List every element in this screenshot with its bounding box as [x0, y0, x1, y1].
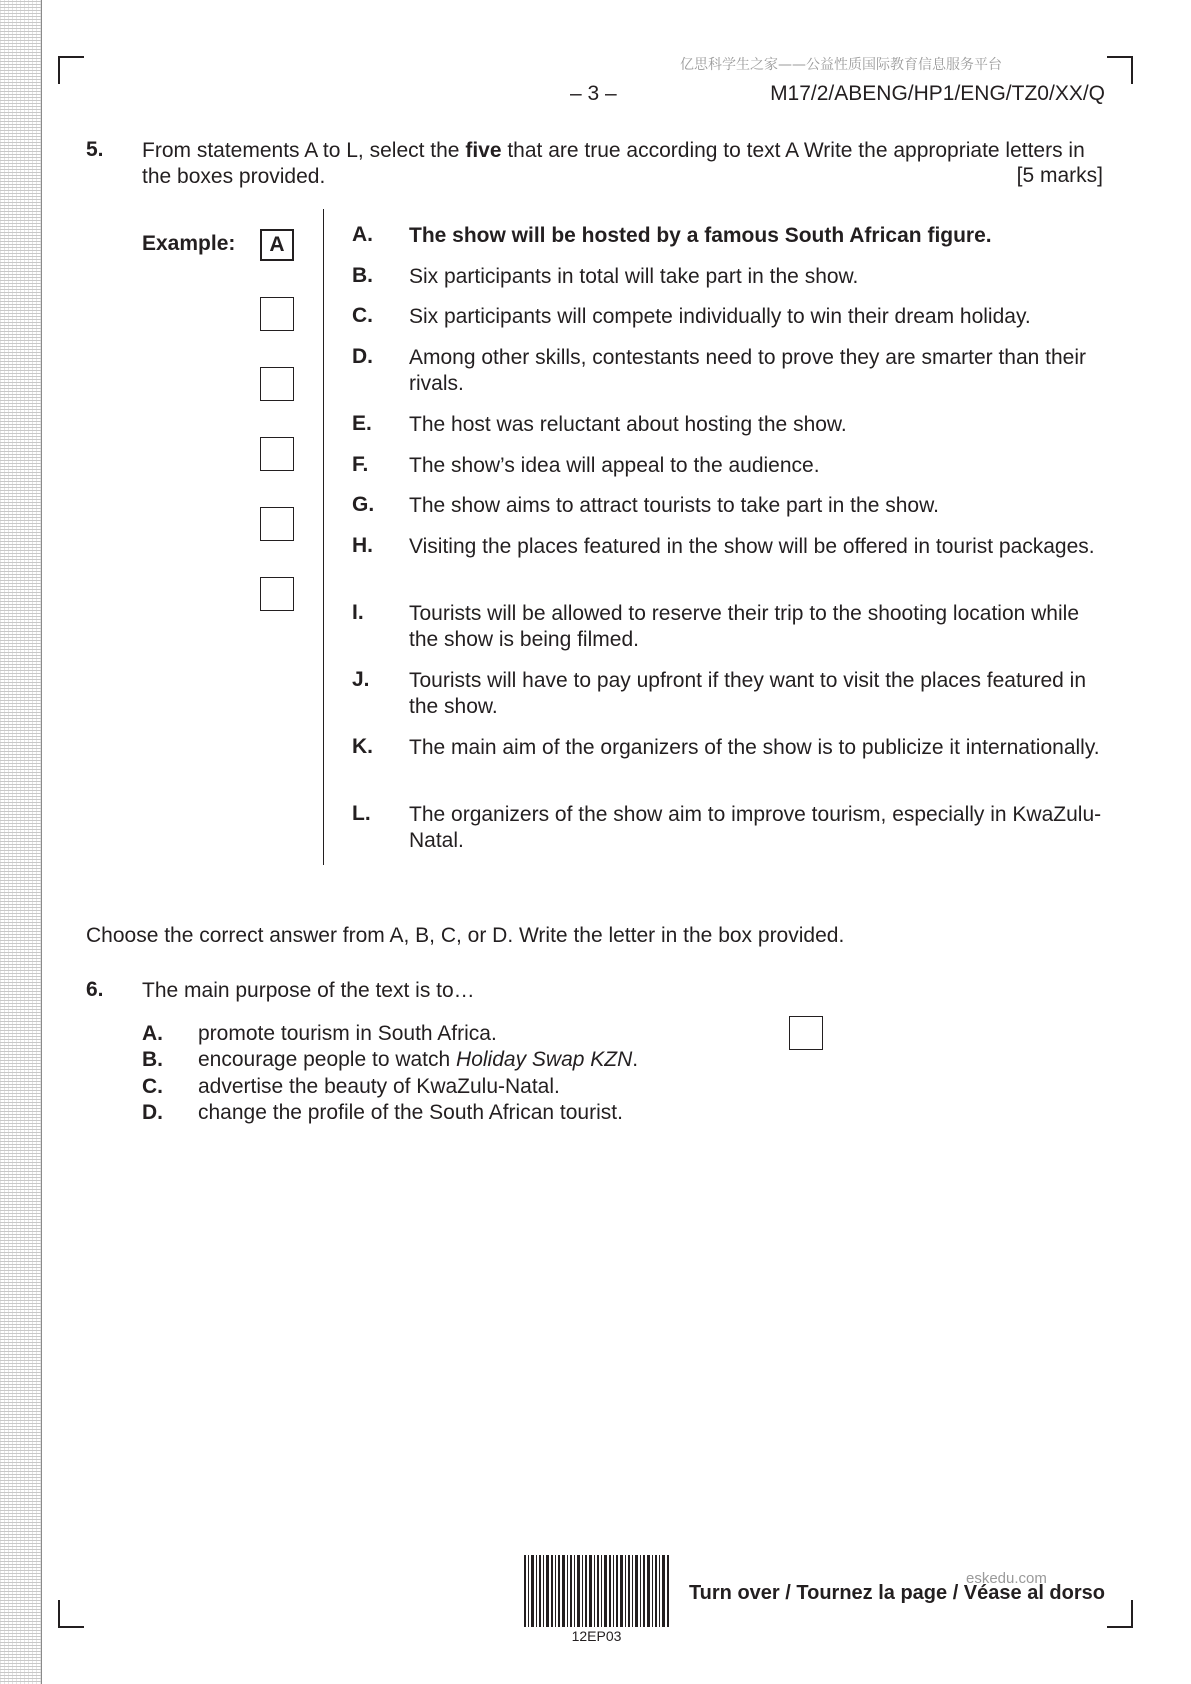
option-text: advertise the beauty of KwaZulu-Natal. — [198, 1075, 560, 1098]
statement-letter: G. — [352, 493, 375, 516]
statement-letter: D. — [352, 345, 373, 368]
instruction-bold: five — [465, 139, 502, 162]
statement-letter: I. — [352, 601, 364, 624]
statement-letter: E. — [352, 412, 372, 435]
statement-text: The show’s idea will appeal to the audience. — [409, 454, 820, 477]
option-letter: A. — [142, 1022, 163, 1045]
statement-text: The host was reluctant about hosting the show. — [409, 413, 847, 436]
page-number: – 3 – — [570, 82, 617, 105]
example-answer-box: A — [260, 229, 294, 261]
statement-text: Tourists will have to pay upfront if they want to visit the places featured in the show. — [409, 669, 1087, 718]
crop-mark-top-left — [58, 56, 84, 84]
statement-text: Six participants will compete individually to win their dream holiday. — [409, 305, 1031, 328]
statement-text: The organizers of the show aim to improve tourism, especially in KwaZulu-Natal. — [409, 803, 1102, 852]
instruction-part: that are true according to text A Write the appropriate letters in the boxes provided. — [142, 139, 1085, 188]
question-5-marks: [5 marks] — [1016, 164, 1103, 187]
statement-text: The main aim of the organizers of the show is to publicize it internationally. — [409, 736, 1100, 759]
instruction-part: From statements A to L, select the — [142, 139, 466, 162]
statement-letter: A. — [352, 223, 373, 246]
example-label: Example: — [142, 232, 236, 255]
answer-box-4[interactable] — [260, 507, 294, 541]
binding-edge — [0, 0, 42, 1684]
crop-mark-top-right — [1107, 56, 1133, 84]
barcode-label: 12EP03 — [571, 1628, 622, 1644]
option-text — [198, 1048, 638, 1072]
statement-text: The show aims to attract tourists to take part in the show. — [409, 494, 939, 517]
show-title: Holiday Swap KZN — [456, 1048, 633, 1071]
question-5-number: 5. — [86, 138, 104, 161]
option-letter: D. — [142, 1101, 163, 1124]
answer-box-1[interactable] — [260, 297, 294, 331]
crop-mark-bottom-left — [58, 1600, 84, 1628]
option-text-part: encourage people to watch — [198, 1048, 457, 1071]
header-watermark: 亿思科学生之家——公益性质国际教育信息服务平台 — [680, 57, 1002, 73]
question-6-answer-box[interactable] — [789, 1016, 823, 1050]
statement-letter: F. — [352, 453, 369, 476]
option-letter: B. — [142, 1048, 163, 1071]
question-5-instruction — [142, 138, 1102, 190]
option-letter: C. — [142, 1075, 163, 1098]
answer-box-3[interactable] — [260, 437, 294, 471]
option-text-part: . — [632, 1048, 639, 1071]
statement-letter: L. — [352, 802, 371, 825]
statement-letter: H. — [352, 534, 373, 557]
option-text: change the profile of the South African tourist. — [198, 1101, 623, 1124]
statement-text: Tourists will be allowed to reserve their trip to the shooting location while the show is being filmed. — [409, 602, 1080, 651]
statement-letter: C. — [352, 304, 373, 327]
option-text: promote tourism in South Africa. — [198, 1022, 497, 1045]
question-6-number: 6. — [86, 978, 104, 1001]
question-6-text: The main purpose of the text is to… — [142, 979, 475, 1002]
paper-code: M17/2/ABENG/HP1/ENG/TZ0/XX/Q — [770, 82, 1105, 105]
statement-text: Visiting the places featured in the show will be offered in tourist packages. — [409, 535, 1095, 558]
section-instruction: Choose the correct answer from A, B, C, or D. Write the letter in the box provided. — [86, 924, 845, 947]
statement-letter: J. — [352, 668, 370, 691]
statement-text: Among other skills, contestants need to prove they are smarter than their rivals. — [409, 346, 1087, 395]
statement-text: The show will be hosted by a famous South African figure. — [409, 224, 992, 247]
statement-text: Six participants in total will take part in the show. — [409, 265, 859, 288]
divider-line — [323, 209, 324, 865]
footer-watermark: eskedu.com — [966, 1570, 1047, 1587]
answer-box-2[interactable] — [260, 367, 294, 401]
statement-letter: B. — [352, 264, 373, 287]
barcode — [524, 1555, 669, 1627]
statement-letter: K. — [352, 735, 373, 758]
answer-box-5[interactable] — [260, 577, 294, 611]
crop-mark-bottom-right — [1107, 1600, 1133, 1628]
turn-over-text: Turn over / Tournez la page / Véase al dorso — [688, 1582, 1105, 1604]
